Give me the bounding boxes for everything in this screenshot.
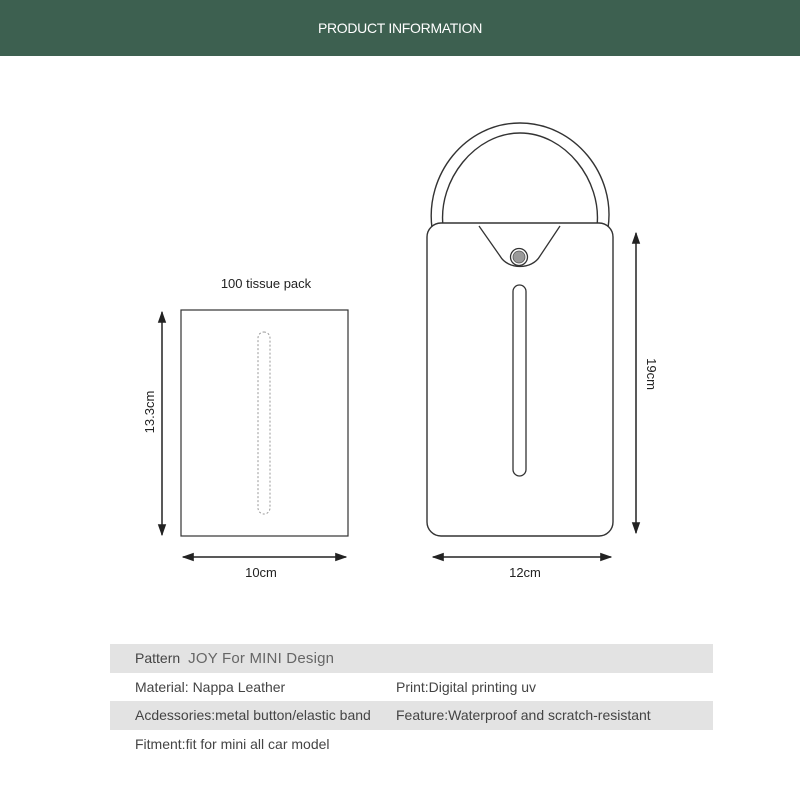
pattern-value: JOY For MINI Design — [188, 649, 335, 667]
spec-table — [110, 644, 713, 758]
tissue-pack-caption: 100 tissue pack — [220, 276, 312, 291]
page-title: PRODUCT INFORMATION — [317, 20, 483, 36]
holder-width-label: 12cm — [509, 565, 541, 580]
material-text: Material: Nappa Leather — [135, 678, 286, 695]
holder-button — [513, 251, 525, 263]
feature-text: Feature:Waterproof and scratch-resistant — [396, 707, 651, 724]
holder-strap-outer — [431, 123, 609, 228]
tissue-pack-outline — [181, 310, 348, 536]
spec-row-fitment — [110, 730, 713, 759]
tissue-height-label: 13.3cm — [142, 390, 157, 434]
fitment-text: Fitment:fit for mini all car model — [135, 735, 330, 752]
spec-row-material — [110, 673, 713, 702]
spec-row-pattern — [110, 644, 713, 673]
spec-row-accessories — [110, 701, 713, 730]
spec-cell — [110, 644, 713, 673]
pattern-label: Pattern — [135, 650, 181, 667]
print-text: Print:Digital printing uv — [396, 678, 537, 695]
holder-slot — [513, 285, 526, 476]
tissue-width-label: 10cm — [245, 565, 277, 580]
holder-strap-inner — [443, 133, 598, 226]
holder-height-label: 19cm — [644, 358, 659, 390]
accessories-text: Acdessories:metal button/elastic band — [135, 707, 371, 724]
